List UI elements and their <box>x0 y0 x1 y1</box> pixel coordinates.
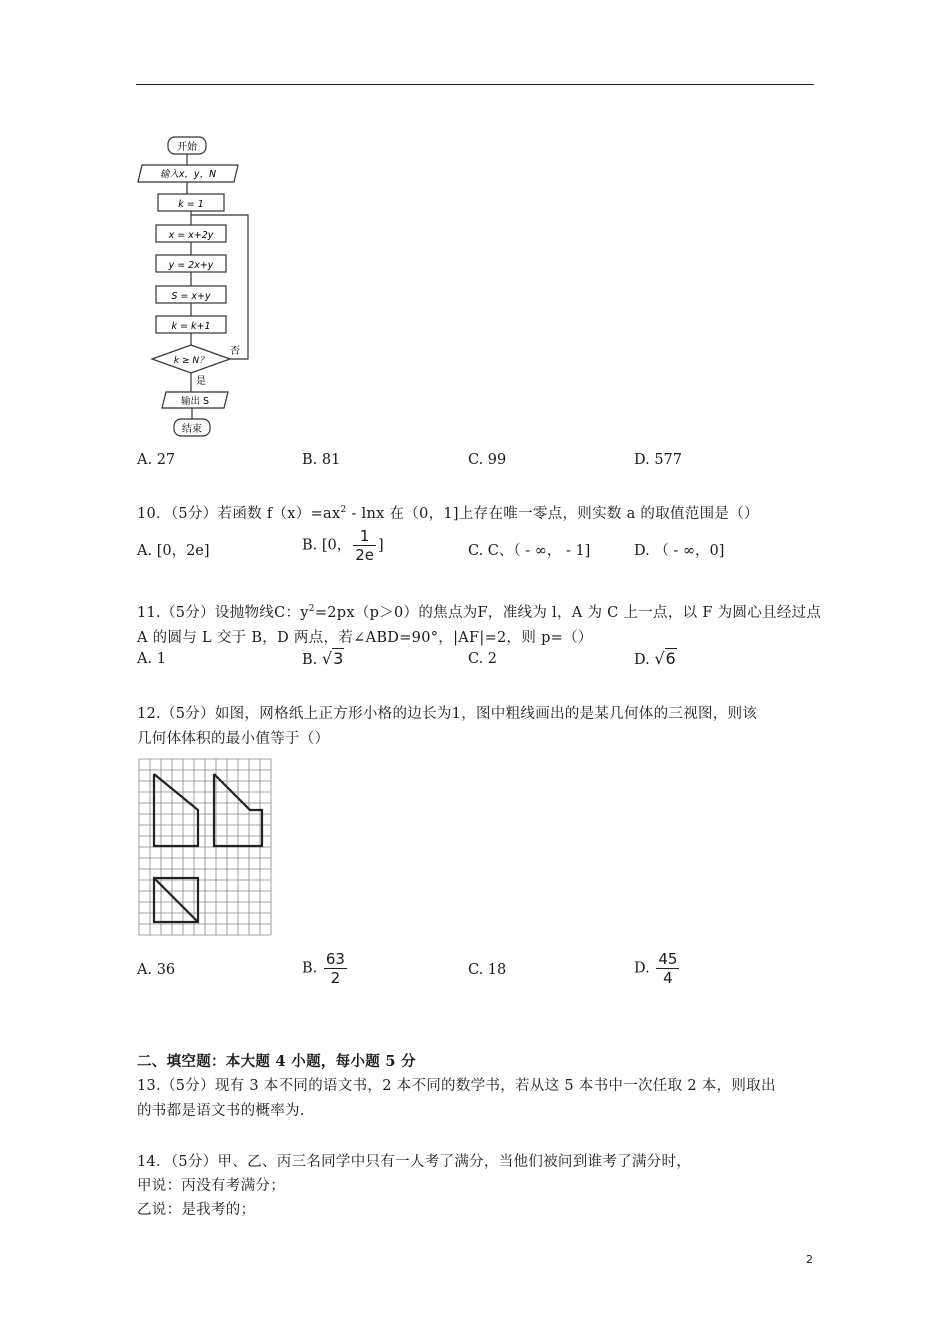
q11-question-line1: 11.（5分）设抛物线C：$y^2=2px(p>0)$的焦点为F，准线为 l，A 为 C 上一点，以 F 为圆心且经过点 <box>137 604 822 621</box>
q14-question-line1: 14．（5分）甲、乙、丙三名同学中只有一人考了满分，当他们被问到谁考了满分时， <box>137 1154 692 1170</box>
flow-input: 输入x，y，N <box>159 169 217 180</box>
q10-option-b: B. [0， $\frac{1}{2e}$ ] <box>302 527 384 564</box>
flow-step4: k = k+1 <box>171 321 211 332</box>
q14-question-line2: 甲说：丙没有考满分； <box>137 1178 285 1194</box>
q12-option-d: D. $\frac{45}{4}$ <box>634 950 678 987</box>
q9-option-b: B. 81 <box>302 452 341 468</box>
flow-cond: k ≥ N？ <box>173 356 209 366</box>
flow-step1: x = x+2y <box>168 230 214 241</box>
q13-question-line2: 的书都是语文书的概率为. <box>137 1103 305 1119</box>
flow-end: 结束 <box>182 424 202 435</box>
flow-no: 否 <box>230 346 240 357</box>
q12-question-line1: 12.（5分）如图，网格纸上正方形小格的边长为1，图中粗线画出的是某几何体的三视图，则该 <box>137 706 758 722</box>
q11-option-c: C. 2 <box>468 651 498 667</box>
q12-option-b: B. $\frac{63}{2}$ <box>302 950 345 987</box>
flow-step3: S = x+y <box>171 291 211 302</box>
q10-option-a: A. [0，2e] <box>137 543 210 559</box>
flow-start: 开始 <box>177 142 197 153</box>
flow-step2: y = 2x+y <box>168 260 214 271</box>
flow-init: k = 1 <box>178 199 204 210</box>
q9-option-c: C. 99 <box>468 452 507 468</box>
q11-question-line2: A 的圆与 L 交于 B，D 两点，若∠ABD=90°，|AF|=2，则 p=（） <box>137 630 593 646</box>
three-view-grid <box>136 756 278 941</box>
header-rule <box>136 84 814 85</box>
q10-option-c: C. C、（ - ∞， - 1] <box>468 543 591 559</box>
q11-option-d: D. √6 <box>634 649 676 668</box>
q9-option-a: A. 27 <box>137 452 176 468</box>
q12-question-line2: 几何体体积的最小值等于（） <box>137 731 330 747</box>
flowchart <box>130 130 260 440</box>
q10-option-d: D. （ - ∞，0] <box>634 543 725 559</box>
section-heading: 二、填空题：本大题 4 小题，每小题 5 分 <box>137 1053 416 1070</box>
flow-yes: 是 <box>196 376 206 387</box>
q11-option-a: A. 1 <box>137 651 166 667</box>
q14-question-line3: 乙说：是我考的； <box>137 1202 256 1218</box>
q12-option-c: C. 18 <box>468 962 507 978</box>
q12-option-a: A. 36 <box>137 962 176 978</box>
q13-question-line1: 13.（5分）现有 3 本不同的语文书，2 本不同的数学书，若从这 5 本书中一次任取 2 本，则取出 <box>137 1078 776 1094</box>
flow-output: 输出 S <box>180 396 210 407</box>
q10-question: 10．（5分）若函数 $f(x)=ax^2 - \ln x$ 在（0，1]上存在唯一零点，则实数 a 的取值范围是（） <box>137 505 759 522</box>
q9-option-d: D. 577 <box>634 452 683 468</box>
page-number: 2 <box>806 1253 813 1266</box>
q11-option-b: B. √3 <box>302 649 344 668</box>
